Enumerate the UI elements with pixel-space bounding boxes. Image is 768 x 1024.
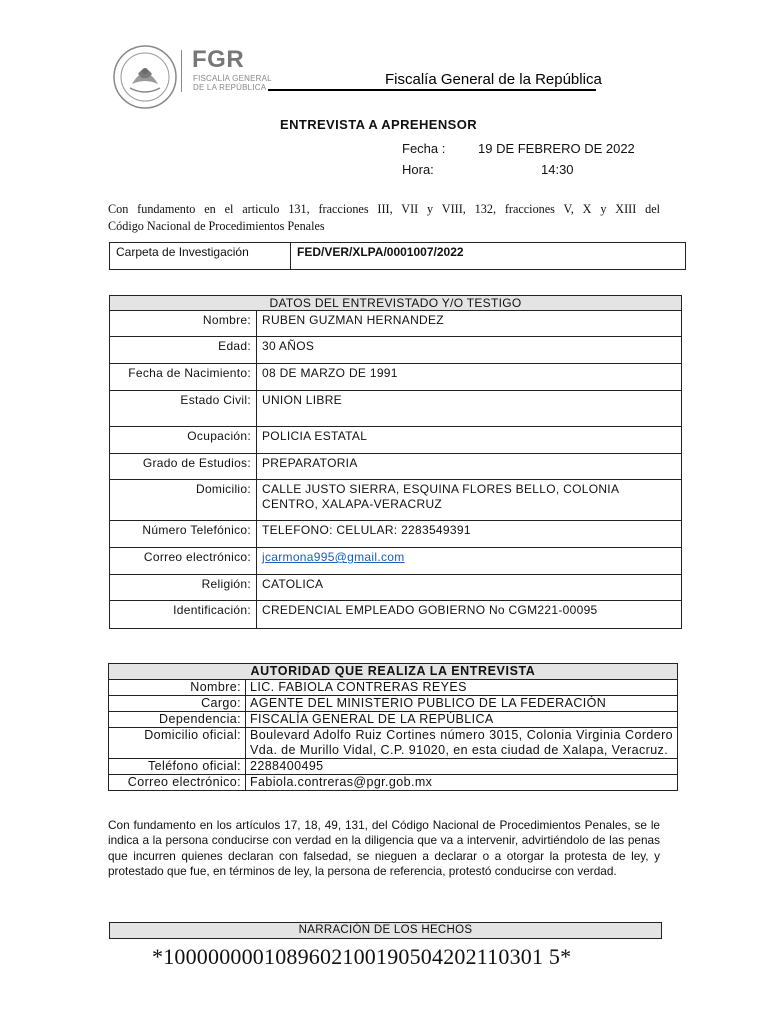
field-value: FISCALÍA GENERAL DE LA REPÚBLICA — [246, 712, 678, 728]
entrevistado-header: DATOS DEL ENTREVISTADO Y/O TESTIGO — [110, 296, 682, 311]
field-label: Nombre: — [110, 311, 257, 337]
carpeta-label: Carpeta de Investigación — [110, 243, 291, 270]
field-label: Identificación: — [110, 601, 257, 629]
field-value: Boulevard Adolfo Ruiz Cortines número 3015, Colonia Virginia Cordero Vda. de Murillo Vidal, C.P. 91020, en esta ciudad de Xalapa, Veracruz. — [246, 728, 678, 759]
table-row — [110, 601, 682, 629]
time-value: 14:30 — [541, 162, 574, 177]
date-label: Fecha : — [402, 141, 446, 156]
table-row — [110, 454, 682, 480]
table-row — [110, 480, 682, 521]
entrevistado-table — [109, 295, 682, 629]
autoridad-header: AUTORIDAD QUE REALIZA LA ENTREVISTA — [109, 664, 678, 680]
field-value: TELEFONO: CELULAR: 2283549391 — [257, 521, 682, 548]
legal-protesta-paragraph: Con fundamento en los artículos 17, 18, 49, 131, del Código Nacional de Procedimientos Penales, se le indica a la persona conducirse con verdad en la diligencia que va a intervenir, advirtiéndolo de las penas que incurren quienes declaran con falsedad, se nieguen a declarar o a otorgar la protesta de ley, y protestado que fue, en términos de ley, la persona de referencia, protestó conducirse con verdad. — [108, 818, 660, 879]
table-row — [109, 712, 678, 728]
carpeta-value: FED/VER/XLPA/0001007/2022 — [291, 243, 686, 270]
legal-intro-line1: Con fundamento en el articulo 131, fracciones III, VII y VIII, 132, fracciones V, X y XIII del — [108, 202, 660, 216]
field-label: Religión: — [110, 575, 257, 601]
field-label: Cargo: — [109, 696, 246, 712]
field-label: Domicilio: — [110, 480, 257, 521]
fgr-seal-logo — [112, 44, 178, 110]
table-row — [110, 575, 682, 601]
table-row — [110, 427, 682, 454]
autoridad-table — [108, 663, 678, 791]
header-rule — [268, 89, 596, 91]
logo-caption-line2: DE LA REPÚBLICA — [193, 83, 267, 92]
field-label: Domicilio oficial: — [109, 728, 246, 759]
field-label: Edad: — [110, 337, 257, 364]
field-label: Estado Civil: — [110, 391, 257, 427]
narracion-header: NARRACIÓN DE LOS HECHOS — [109, 922, 662, 939]
field-value: POLICIA ESTATAL — [257, 427, 682, 454]
field-value: 2288400495 — [246, 759, 678, 775]
table-row — [109, 680, 678, 696]
date-value: 19 DE FEBRERO DE 2022 — [478, 141, 635, 156]
field-value: RUBEN GUZMAN HERNANDEZ — [257, 311, 682, 337]
email-cell — [257, 548, 682, 575]
field-value: Fabiola.contreras@pgr.gob.mx — [246, 775, 678, 791]
table-row — [110, 548, 682, 575]
field-value: UNION LIBRE — [257, 391, 682, 427]
field-value: CREDENCIAL EMPLEADO GOBIERNO No CGM221-00095 — [257, 601, 682, 629]
table-row — [109, 728, 678, 759]
header-title: Fiscalía General de la República — [385, 71, 602, 88]
email-link[interactable]: jcarmona995@gmail.com — [262, 550, 405, 564]
legal-intro-line2: Código Nacional de Procedimientos Penales — [108, 219, 325, 233]
table-row — [110, 311, 682, 337]
table-row — [109, 696, 678, 712]
table-row — [110, 521, 682, 548]
field-label: Ocupación: — [110, 427, 257, 454]
document-title: ENTREVISTA A APREHENSOR — [280, 117, 477, 132]
field-value: CATOLICA — [257, 575, 682, 601]
field-value: PREPARATORIA — [257, 454, 682, 480]
field-label: Nombre: — [109, 680, 246, 696]
table-row — [109, 759, 678, 775]
time-label: Hora: — [402, 162, 434, 177]
field-label: Correo electrónico: — [110, 548, 257, 575]
carpeta-table — [109, 242, 686, 270]
table-row — [110, 391, 682, 427]
table-row — [109, 775, 678, 791]
field-label: Número Telefónico: — [110, 521, 257, 548]
logo-acronym: FGR — [192, 46, 245, 73]
field-label: Dependencia: — [109, 712, 246, 728]
field-label: Correo electrónico: — [109, 775, 246, 791]
logo-divider — [181, 50, 182, 92]
field-value: LIC. FABIOLA CONTRERAS REYES — [246, 680, 678, 696]
field-value: 08 DE MARZO DE 1991 — [257, 364, 682, 391]
barcode-text: *1000000001089602100190504202110301 5* — [152, 944, 572, 969]
field-value: 30 AÑOS — [257, 337, 682, 364]
field-value: AGENTE DEL MINISTERIO PUBLICO DE LA FEDERACIÓN — [246, 696, 678, 712]
logo-caption-line1: FISCALÍA GENERAL — [193, 74, 272, 83]
table-row — [110, 364, 682, 391]
field-label: Fecha de Nacimiento: — [110, 364, 257, 391]
field-label: Teléfono oficial: — [109, 759, 246, 775]
table-row — [110, 337, 682, 364]
field-label: Grado de Estudios: — [110, 454, 257, 480]
field-value: CALLE JUSTO SIERRA, ESQUINA FLORES BELLO, COLONIA CENTRO, XALAPA-VERACRUZ — [257, 480, 682, 521]
